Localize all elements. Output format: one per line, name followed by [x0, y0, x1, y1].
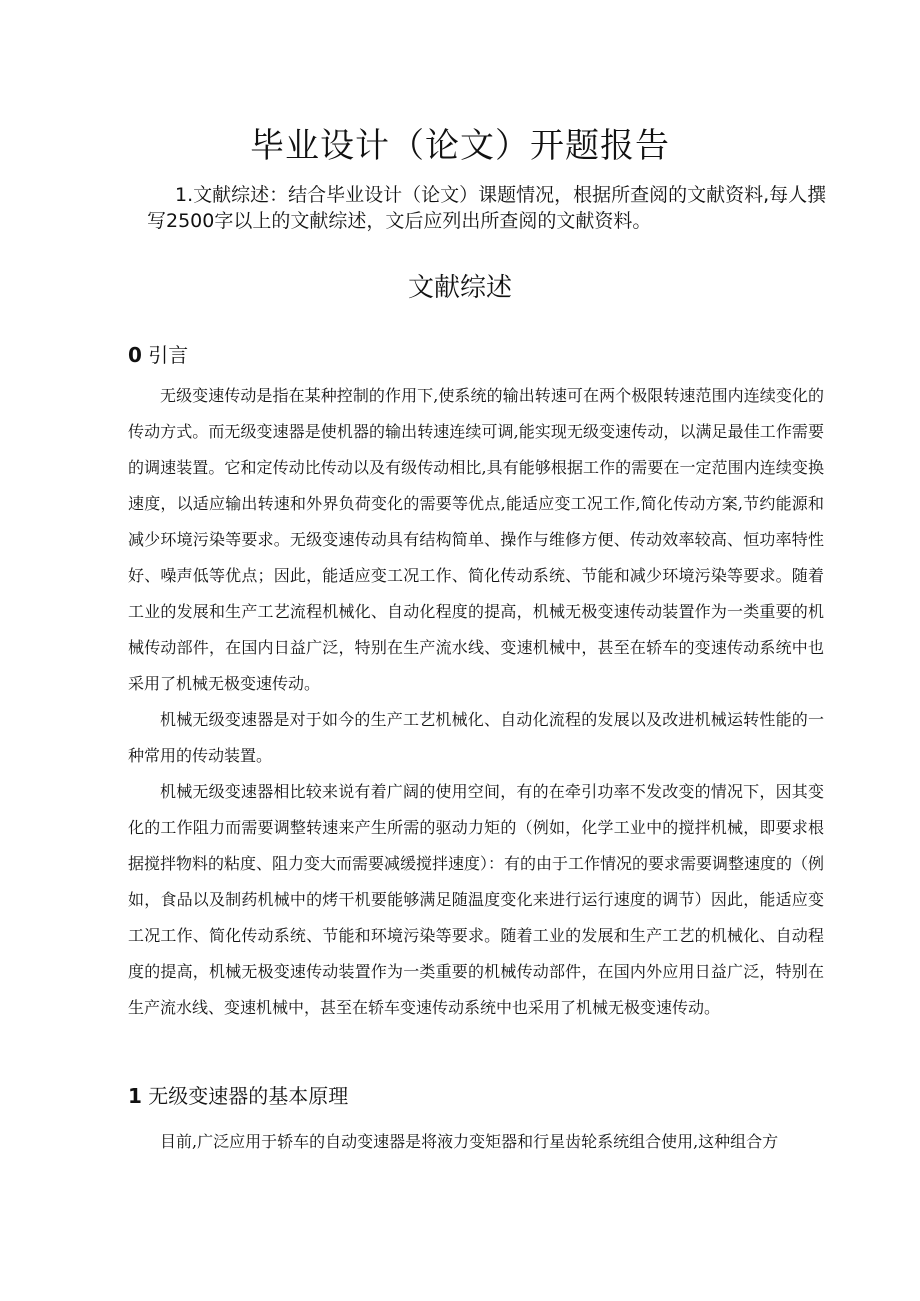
document-title: 毕业设计（论文）开题报告 — [250, 126, 670, 166]
heading-number: 1 — [128, 1084, 142, 1108]
heading-basic-principle — [128, 1082, 348, 1110]
paragraph: 目前,广泛应用于轿车的自动变速器是将液力变矩器和行星齿轮系统组合使用,这种组合方 — [160, 1132, 779, 1151]
paragraph: 机械无级变速器相比较来说有着广阔的使用空间，有的在牵引功率不发改变的情况下，因其变化的工作阻力而需要调整转速来产生所需的驱动力矩的（例如，化学工业中的搅拌机械，即要求根据搅拌物料的粘度、阻力变大而需要减缓搅拌速度）：有的由于工作情况的要求需要调整速度的（例如，食品以及制药机械中的烤干机要能够满足随温度变化来进行运行速度的调节）因此，能适应变工况工作、简化传动系统、节能和环境污染等要求。随着工业的发展和生产工艺的机械化、自动程度的提高，机械无极变速传动装置作为一类重要的机械传动部件，在国内外应用日益广泛，特别在生产流水线、变速机械中，甚至在轿车变速传动系统中也采用了机械无极变速传动。 — [128, 782, 825, 1017]
heading-number: 0 — [128, 343, 142, 367]
paragraph: 无级变速传动是指在某种控制的作用下,使系统的输出转速可在两个极限转速范围内连续变化的传动方式。而无级变速器是使机器的输出转速连续可调,能实现无级变速传动，以满足最佳工作需要的调速装置。它和定传动比传动以及有级传动相比,具有能够根据工作的需要在一定范围内连续变换速度，以适应输出转速和外界负荷变化的需要等优点,能适应变工况工作,简化传动方案,节约能源和减少环境污染等要求。无级变速传动具有结构简单、操作与维修方便、传动效率较高、恒功率特性好、噪声低等优点；因此，能适应变工况工作、简化传动系统、节能和减少环境污染等要求。随着工业的发展和生产工艺流程机械化、自动化程度的提高，机械无极变速传动装置作为一类重要的机械传动部件，在国内日益广泛，特别在生产流水线、变速机械中，甚至在轿车的变速传动系统中也采用了机械无极变速传动。 — [128, 386, 824, 693]
heading-introduction — [128, 341, 188, 369]
heading-label: 无级变速器的基本原理 — [148, 1084, 349, 1108]
paragraph: 机械无级变速器是对于如今的生产工艺机械化、自动化流程的发展以及改进机械运转性能的一种常用的传动装置。 — [128, 710, 824, 765]
basic-principle-body — [128, 1124, 824, 1160]
heading-label: 引言 — [148, 343, 189, 367]
instruction-text: 1.文献综述：结合毕业设计（论文）课题情况，根据所查阅的文献资料,每人撰写2500字以上的文献综述，文后应列出所查阅的文献资料。 — [147, 184, 827, 232]
introduction-body — [128, 378, 824, 1026]
section-title: 文献综述 — [407, 273, 512, 303]
